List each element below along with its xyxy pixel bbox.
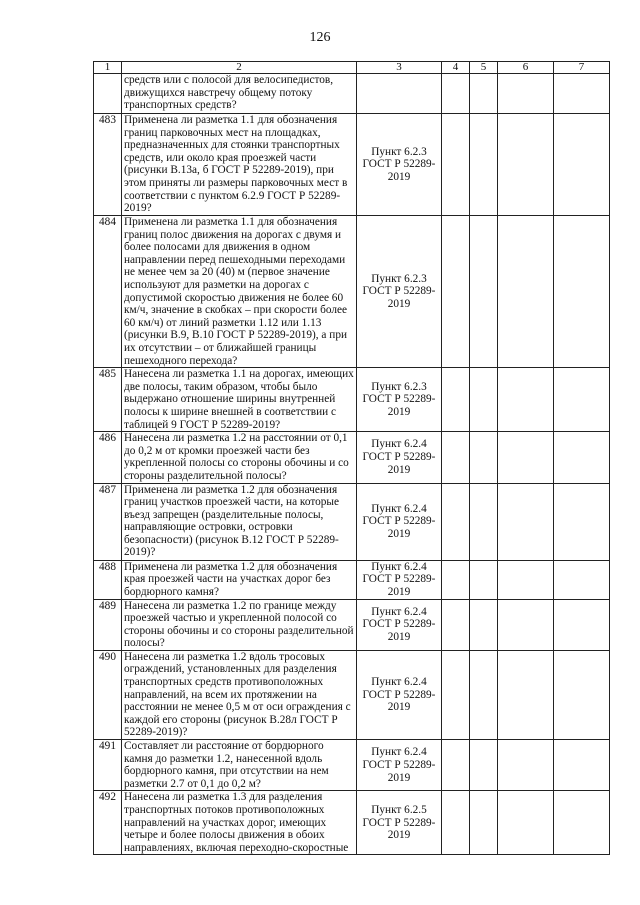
answer-cell-4 xyxy=(442,114,470,216)
reference-cell: Пункт 6.2.5 ГОСТ Р 52289-2019 xyxy=(357,791,442,855)
answer-cell-7 xyxy=(554,599,610,650)
answer-cell-5 xyxy=(470,599,498,650)
table-row xyxy=(94,599,610,650)
page-number: 126 xyxy=(309,30,331,45)
answer-cell-7 xyxy=(554,216,610,368)
question-text: Нанесена ли разметка 1.2 по границе между проезжей частью и укрепленной полосой со стороны обочины и со стороны разделительной полосы? xyxy=(122,599,357,650)
answer-cell-4 xyxy=(442,599,470,650)
table-row xyxy=(94,74,610,114)
checklist-table xyxy=(93,61,610,855)
answer-cell-7 xyxy=(554,74,610,114)
answer-cell-7 xyxy=(554,740,610,791)
column-header-5: 5 xyxy=(470,62,498,74)
reference-cell: Пункт 6.2.4 ГОСТ Р 52289-2019 xyxy=(357,599,442,650)
answer-cell-4 xyxy=(442,74,470,114)
answer-cell-6 xyxy=(498,560,554,599)
table-row xyxy=(94,650,610,739)
table-row xyxy=(94,368,610,432)
table-row xyxy=(94,791,610,855)
question-text: средств или с полосой для велосипедистов, движущихся навстречу общему потоку транспортных средств? xyxy=(122,74,357,114)
reference-cell: Пункт 6.2.4 ГОСТ Р 52289-2019 xyxy=(357,432,442,483)
reference-cell: Пункт 6.2.4 ГОСТ Р 52289-2019 xyxy=(357,483,442,560)
answer-cell-4 xyxy=(442,791,470,855)
table-row xyxy=(94,216,610,368)
column-header-6: 6 xyxy=(498,62,554,74)
answer-cell-4 xyxy=(442,216,470,368)
reference-cell xyxy=(357,74,442,114)
answer-cell-5 xyxy=(470,432,498,483)
table-row xyxy=(94,114,610,216)
reference-cell: Пункт 6.2.4 ГОСТ Р 52289-2019 xyxy=(357,650,442,739)
answer-cell-7 xyxy=(554,368,610,432)
answer-cell-4 xyxy=(442,650,470,739)
question-text: Применена ли разметка 1.2 для обозначения края проезжей части на участках дорог без бордюрного камня? xyxy=(122,560,357,599)
row-number: 490 xyxy=(94,650,122,739)
checklist-table-body xyxy=(94,62,610,855)
row-number: 488 xyxy=(94,560,122,599)
question-text: Нанесена ли разметка 1.1 на дорогах, имеющих две полосы, таким образом, чтобы было выдержано отношение ширины внутренней полосы к ширине внешней в соответствии с таблицей 9 ГОСТ Р 52289-2019? xyxy=(122,368,357,432)
answer-cell-4 xyxy=(442,560,470,599)
question-text: Составляет ли расстояние от бордюрного камня до разметки 1.2, нанесенной вдоль бордюрного камня, при отсутствии на нем разметки 2.7 от 0,1 до 0,2 м? xyxy=(122,740,357,791)
answer-cell-4 xyxy=(442,368,470,432)
reference-cell: Пункт 6.2.3 ГОСТ Р 52289-2019 xyxy=(357,368,442,432)
column-header-1: 1 xyxy=(94,62,122,74)
answer-cell-6 xyxy=(498,114,554,216)
row-number: 485 xyxy=(94,368,122,432)
row-number xyxy=(94,74,122,114)
row-number: 487 xyxy=(94,483,122,560)
answer-cell-7 xyxy=(554,114,610,216)
answer-cell-7 xyxy=(554,650,610,739)
answer-cell-4 xyxy=(442,432,470,483)
answer-cell-5 xyxy=(470,216,498,368)
answer-cell-4 xyxy=(442,483,470,560)
table-header-row xyxy=(94,62,610,74)
answer-cell-6 xyxy=(498,432,554,483)
answer-cell-6 xyxy=(498,599,554,650)
answer-cell-5 xyxy=(470,740,498,791)
row-number: 492 xyxy=(94,791,122,855)
answer-cell-5 xyxy=(470,368,498,432)
answer-cell-6 xyxy=(498,74,554,114)
column-header-2: 2 xyxy=(122,62,357,74)
reference-cell: Пункт 6.2.3 ГОСТ Р 52289-2019 xyxy=(357,216,442,368)
answer-cell-6 xyxy=(498,791,554,855)
answer-cell-6 xyxy=(498,740,554,791)
column-header-3: 3 xyxy=(357,62,442,74)
answer-cell-6 xyxy=(498,483,554,560)
answer-cell-6 xyxy=(498,216,554,368)
answer-cell-7 xyxy=(554,432,610,483)
row-number: 489 xyxy=(94,599,122,650)
table-row xyxy=(94,740,610,791)
answer-cell-7 xyxy=(554,560,610,599)
reference-cell: Пункт 6.2.3 ГОСТ Р 52289-2019 xyxy=(357,114,442,216)
table-row xyxy=(94,432,610,483)
answer-cell-4 xyxy=(442,740,470,791)
answer-cell-5 xyxy=(470,74,498,114)
question-text: Применена ли разметка 1.2 для обозначения границ участков проезжей части, на которые въезд запрещен (разделительные полосы, направляющие островки, островки безопасности) (рисунок В.12 ГОСТ Р 52289-2019)? xyxy=(122,483,357,560)
answer-cell-5 xyxy=(470,114,498,216)
question-text: Нанесена ли разметка 1.2 на расстоянии от 0,1 до 0,2 м от кромки проезжей части без укрепленной полосы со стороны обочины и со стороны разделительной полосы? xyxy=(122,432,357,483)
question-text: Нанесена ли разметка 1.3 для разделения транспортных потоков противоположных направлений на участках дорог, имеющих четыре и более полосы движения в обоих направлениях, включая переходно-скоростные xyxy=(122,791,357,855)
answer-cell-5 xyxy=(470,560,498,599)
question-text: Применена ли разметка 1.1 для обозначения границ парковочных мест на площадках, предназначенных для стоянки транспортных средств, или около края проезжей части (рисунки В.13а, б ГОСТ Р 52289-2019), при этом приняты ли размеры парковочных мест в соответствии с пунктом 6.2.9 ГОСТ Р 52289-2019? xyxy=(122,114,357,216)
question-text: Нанесена ли разметка 1.2 вдоль тросовых ограждений, установленных для разделения транспортных средств противоположных направлений, на всем их протяжении на расстоянии не менее 0,5 м от оси ограждения с каждой его стороны (рисунок В.28л ГОСТ Р 52289-2019)? xyxy=(122,650,357,739)
answer-cell-5 xyxy=(470,483,498,560)
table-row xyxy=(94,483,610,560)
answer-cell-6 xyxy=(498,650,554,739)
row-number: 491 xyxy=(94,740,122,791)
answer-cell-5 xyxy=(470,791,498,855)
table-row xyxy=(94,560,610,599)
row-number: 483 xyxy=(94,114,122,216)
column-header-7: 7 xyxy=(554,62,610,74)
column-header-4: 4 xyxy=(442,62,470,74)
answer-cell-6 xyxy=(498,368,554,432)
reference-cell: Пункт 6.2.4 ГОСТ Р 52289-2019 xyxy=(357,560,442,599)
answer-cell-7 xyxy=(554,483,610,560)
reference-cell: Пункт 6.2.4 ГОСТ Р 52289-2019 xyxy=(357,740,442,791)
row-number: 484 xyxy=(94,216,122,368)
question-text: Применена ли разметка 1.1 для обозначения границ полос движения на дорогах с двумя и более полосами для движения в одном направлении перед пешеходными переходами не менее чем за 20 (40) м (первое значение используют для разметки на дорогах с допустимой скоростью движения не более 60 км/ч, значение в скобках – при скорости более 60 км/ч) от линий разметки 1.12 или 1.13 (рисунки В.9, В.10 ГОСТ Р 52289-2019), а при их отсутствии – от ближайшей границы пешеходного перехода? xyxy=(122,216,357,368)
answer-cell-7 xyxy=(554,791,610,855)
row-number: 486 xyxy=(94,432,122,483)
answer-cell-5 xyxy=(470,650,498,739)
